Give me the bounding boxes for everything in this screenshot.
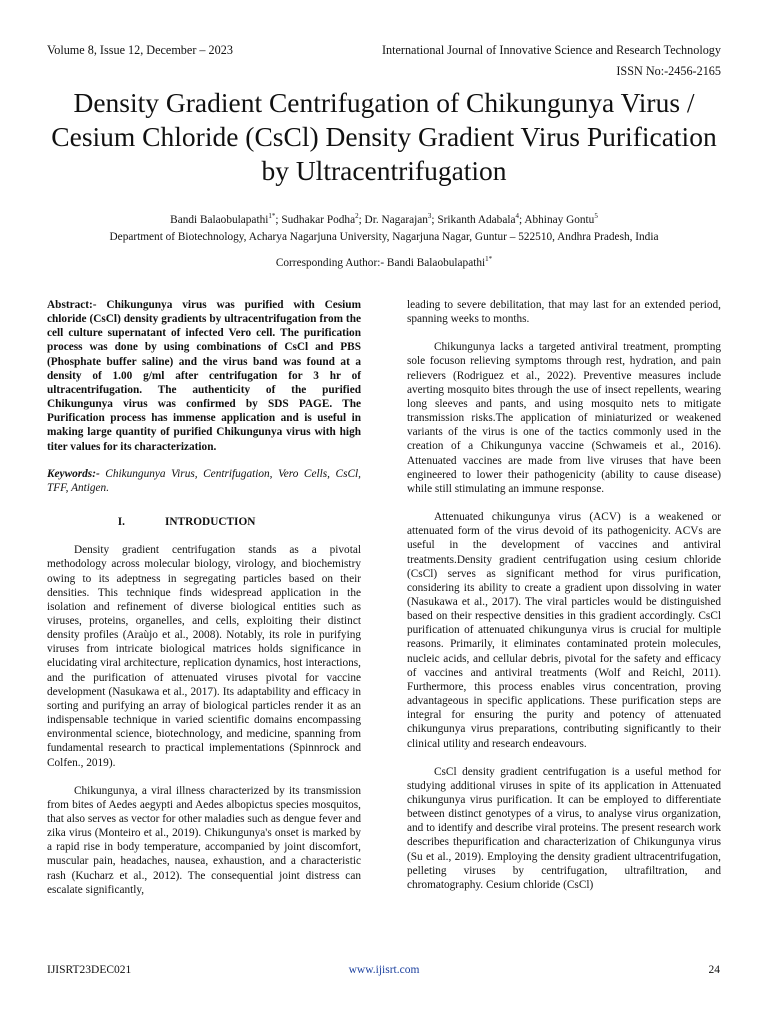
author: Abhinay Gontu — [524, 214, 595, 226]
section-heading: I. INTRODUCTION — [117, 516, 256, 529]
author: Srikanth Adabala — [437, 214, 516, 226]
author: Dr. Nagarajan — [364, 214, 428, 226]
paper-title: Density Gradient Centrifugation of Chikungunya Virus / Cesium Chloride (CsCl) Density Gradient Virus Purification by Ultracentrifugation — [51, 87, 717, 186]
paper-code: IJISRT23DEC021 — [47, 964, 132, 976]
right-column — [407, 298, 721, 906]
paragraph: CsCl density gradient centrifugation is a useful method for studying additional viruses in spite of its application in Attenuated chikungunya virus purification. It can be employed to differentiate between distinct genotypes of a virus, to analyse virus organization, and to identify and describe viral proteins. The present research work describes thepurification and characterization of Chikungunya virus (Su et al., 2019). Employing the density gradient ultracentrifugation, pelleting viruses by centrifugation, ultrafiltration, and chromatography. Cesium chloride (CsCl) — [407, 765, 721, 891]
abstract: Abstract:- Chikungunya virus was purified with Cesium chloride (CsCl) density gradients by ultracentrifugation from the cell culture supernatant of infected Vero cell. The purification process was done by using combinations of CsCl and PBS (Phosphate buffer saline) and the virus band was found at a density of 1.00 g/ml after centrifugation for 3 hr of ultracentrifugation. The authenticity of the purified Chikungunya virus was confirmed by SDS PAGE. The Purification process has immense application and is useful in making large quantity of purified Chikungunya virus with high titer values for its characterization. — [47, 299, 361, 453]
author: Bandi Balaobulapathi — [170, 214, 269, 226]
paragraph: Chikungunya, a viral illness characterized by its transmission from bites of Aedes aegypti and Aedes albopictus species mosquitos, that also serves as vector for other maladies such as dengue fever and zika virus (Monteiro et al., 2019). Chikungunya's onset is marked by a rapid rise in body temperature, accompanied by joint discomfort, muscular pain, headaches, nausea, exhaustion, and a characteristic rash (Kucharz et al., 2012). The consequential joint distress can escalate significantly, — [47, 784, 361, 896]
paragraph: Density gradient centrifugation stands as a pivotal methodology across molecular biology, virology, and biochemistry owing to its adeptness in segregating particles based on their densities. This technique finds widespread application in the isolation and refinement of diverse biological entities such as viruses, proteins, organelles, and cells, exploiting their distinct density profiles (Araùjo et al., 2008). Notably, its role in purifying viruses from intricate biological matrices holds significance in elucidating viral architecture, replication dynamics, host interactions, and the purification of attenuated viruses pivotal for vaccine development (Nasukawa et al., 2017). Its adaptability and efficacy in sorting and purifying an array of biological particles render it as an indispensable technique in varied scientific domains encompassing environmental science, biotechnology, and medicine, spanning from fundamental research to practical implementations (Spinnrock and Colfen., 2019). — [47, 544, 361, 769]
journal-name: International Journal of Innovative Science and Research Technology — [381, 43, 721, 57]
affiliation: Department of Biotechnology, Acharya Nagarjuna University, Nagarjuna Nagar, Guntur – 522510, Andhra Pradesh, India — [109, 231, 659, 243]
page-number: 24 — [708, 964, 720, 976]
author-list: Bandi Balaobulapathi$^{1*}$; Sudhakar Podha$^2$; Dr. Nagarajan$^3$; Srikanth Adabala$^4$; Abhinay Gontu$^5$ — [170, 212, 598, 226]
corresponding-author: Corresponding Author:- Bandi Balaobulapathi$^{1*}$ — [275, 255, 493, 269]
author: Sudhakar Podha — [281, 214, 356, 226]
journal-volume: Volume 8, Issue 12, December – 2023 — [47, 43, 233, 57]
left-column — [47, 298, 361, 911]
paragraph: Attenuated chikungunya virus (ACV) is a weakened or attenuated form of the virus devoid of its pathogenicity. ACVs are useful in the development of vaccines and antiviral treatments.Density gradient centrifugation using cesium chloride (CsCl) serves as significant method for virus purification, considering its ability to create a gradient upon dissolving in water (Nasukawa et al., 2017). The viral particles would be distinguished based on their respective densities in this gradient accordingly. CsCl purification of attenuated chikungunya virus is crucial for multiple reasons. Primarily, it eliminates contaminated protein molecules, nucleic acids, and cellular debris, pivotal for the safety and efficacy of vaccines and antiviral treatments (Wolf and Reichl, 2011). Furthermore, this process enables virus concentration, proving advantageous in specific applications. These purification steps are integral for ensuring the purity and potency of attenuated chikungunya virus preparations, contributing significantly to their clinical utility and research endeavours. — [407, 511, 721, 750]
paragraph: leading to severe debilitation, that may last for an extended period, spanning weeks to months. — [407, 299, 721, 326]
paragraph: Chikungunya lacks a targeted antiviral treatment, prompting sole focuson relieving symptoms through rest, hydration, and pain relievers (Rodriguez et al., 2022). Preventive measures include averting mosquito bites through the use of insect repellents, wearing long sleeves and pants, and using mosquito nets to mitigate transmission risks.The application of miniaturized or weakened variants of the virus is one of the tactics commonly used in the creation of a Chikungunya vaccine (Schwameis et al., 2016). Attenuated vaccines are made from live viruses that have been engineered to lower their pathogenicity (ability to cause disease) while still stimulating an immune response. — [407, 341, 721, 495]
journal-link[interactable]: www.ijisrt.com — [348, 964, 420, 976]
keywords: Keywords:- Chikungunya Virus, Centrifugation, Vero Cells, CsCl, TFF, Antigen. — [47, 467, 361, 494]
issn: ISSN No:-2456-2165 — [616, 64, 721, 78]
